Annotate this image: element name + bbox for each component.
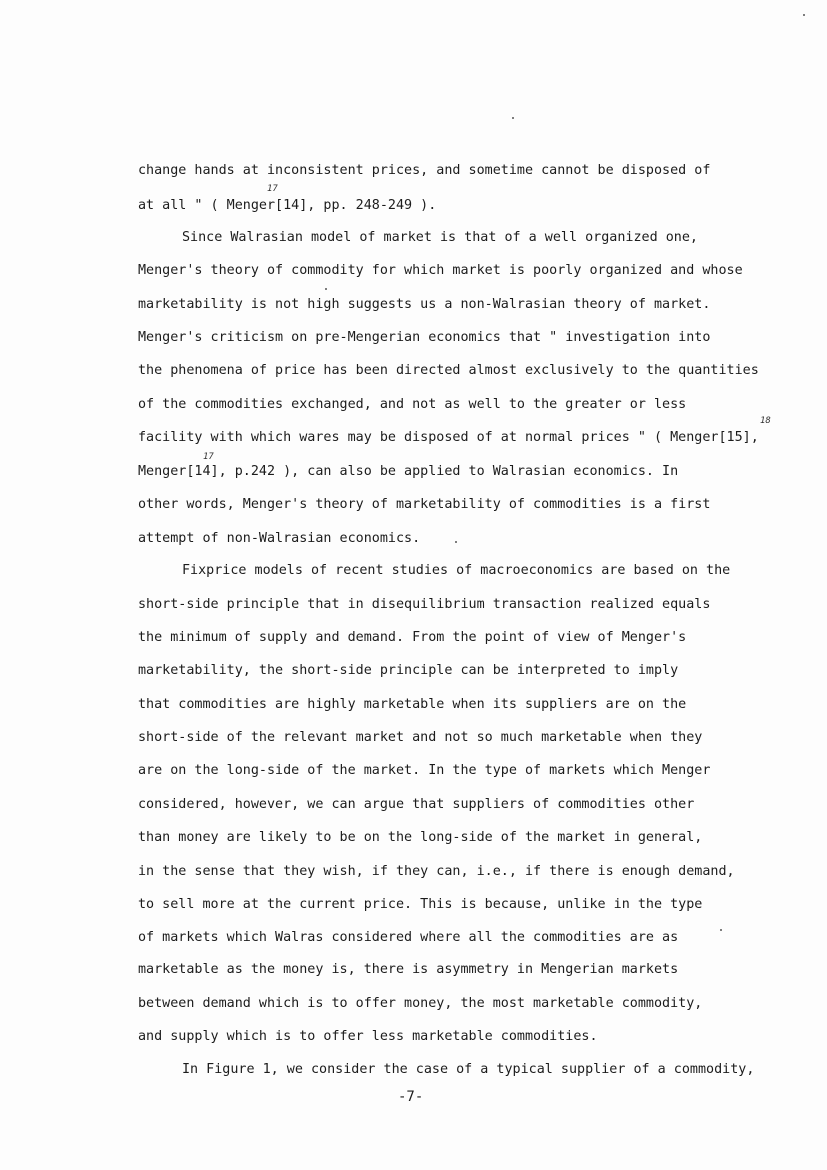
scan-speck — [455, 541, 457, 543]
text-line-8: of the commodities exchanged, and not as well to the greater or less — [138, 397, 687, 412]
text-line-18: short-side of the relevant market and not so much marketable when they — [138, 730, 703, 745]
text-line-25: marketable as the money is, there is asymmetry in Mengerian markets — [138, 962, 679, 977]
text-line-28: In Figure 1, we consider the case of a typical supplier of a commodity, — [182, 1062, 755, 1077]
text-line-9: facility with which wares may be disposed of at normal prices " ( Menger[15], — [138, 430, 759, 445]
text-line-7: the phenomena of price has been directed almost exclusively to the quantities — [138, 363, 759, 378]
text-line-6: Menger's criticism on pre-Mengerian economics that " investigation into — [138, 330, 711, 345]
text-line-23: to sell more at the current price. This is because, unlike in the type — [138, 897, 703, 912]
handwritten-ref-17-b: 17 — [203, 452, 214, 462]
text-line-13: Fixprice models of recent studies of macroeconomics are based on the — [182, 563, 731, 578]
text-line-20: considered, however, we can argue that suppliers of commodities other — [138, 797, 695, 812]
text-line-26: between demand which is to offer money, the most marketable commodity, — [138, 996, 703, 1011]
text-line-24: of markets which Walras considered where all the commodities are as — [138, 930, 679, 945]
handwritten-ref-17-a: 17 — [267, 184, 278, 194]
text-line-21: than money are likely to be on the long-side of the market in general, — [138, 830, 703, 845]
text-line-1: change hands at inconsistent prices, and sometime cannot be disposed of — [138, 163, 711, 178]
text-line-16: marketability, the short-side principle can be interpreted to imply — [138, 663, 679, 678]
text-line-27: and supply which is to offer less marketable commodities. — [138, 1029, 598, 1044]
text-line-22: in the sense that they wish, if they can, i.e., if there is enough demand, — [138, 864, 735, 879]
scan-speck — [325, 288, 327, 290]
text-line-12: attempt of non-Walrasian economics. — [138, 531, 421, 546]
text-line-17: that commodities are highly marketable when its suppliers are on the — [138, 697, 687, 712]
page-number: -7- — [398, 1089, 424, 1105]
handwritten-ref-18: 18 — [760, 416, 771, 426]
scan-speck — [512, 117, 514, 119]
text-line-4: Menger's theory of commodity for which market is poorly organized and whose — [138, 263, 743, 278]
text-line-3: Since Walrasian model of market is that of a well organized one, — [182, 230, 698, 245]
text-line-15: the minimum of supply and demand. From the point of view of Menger's — [138, 630, 687, 645]
text-line-11: other words, Menger's theory of marketability of commodities is a first — [138, 497, 711, 512]
scan-speck — [720, 929, 722, 931]
text-line-19: are on the long-side of the market. In the type of markets which Menger — [138, 763, 711, 778]
text-line-10: Menger[14], p.242 ), can also be applied to Walrasian economics. In — [138, 464, 679, 479]
text-line-14: short-side principle that in disequilibrium transaction realized equals — [138, 597, 711, 612]
scan-speck — [803, 14, 805, 16]
text-line-5: marketability is not high suggests us a non-Walrasian theory of market. — [138, 297, 711, 312]
text-line-2: at all " ( Menger[14], pp. 248-249 ). — [138, 198, 437, 213]
